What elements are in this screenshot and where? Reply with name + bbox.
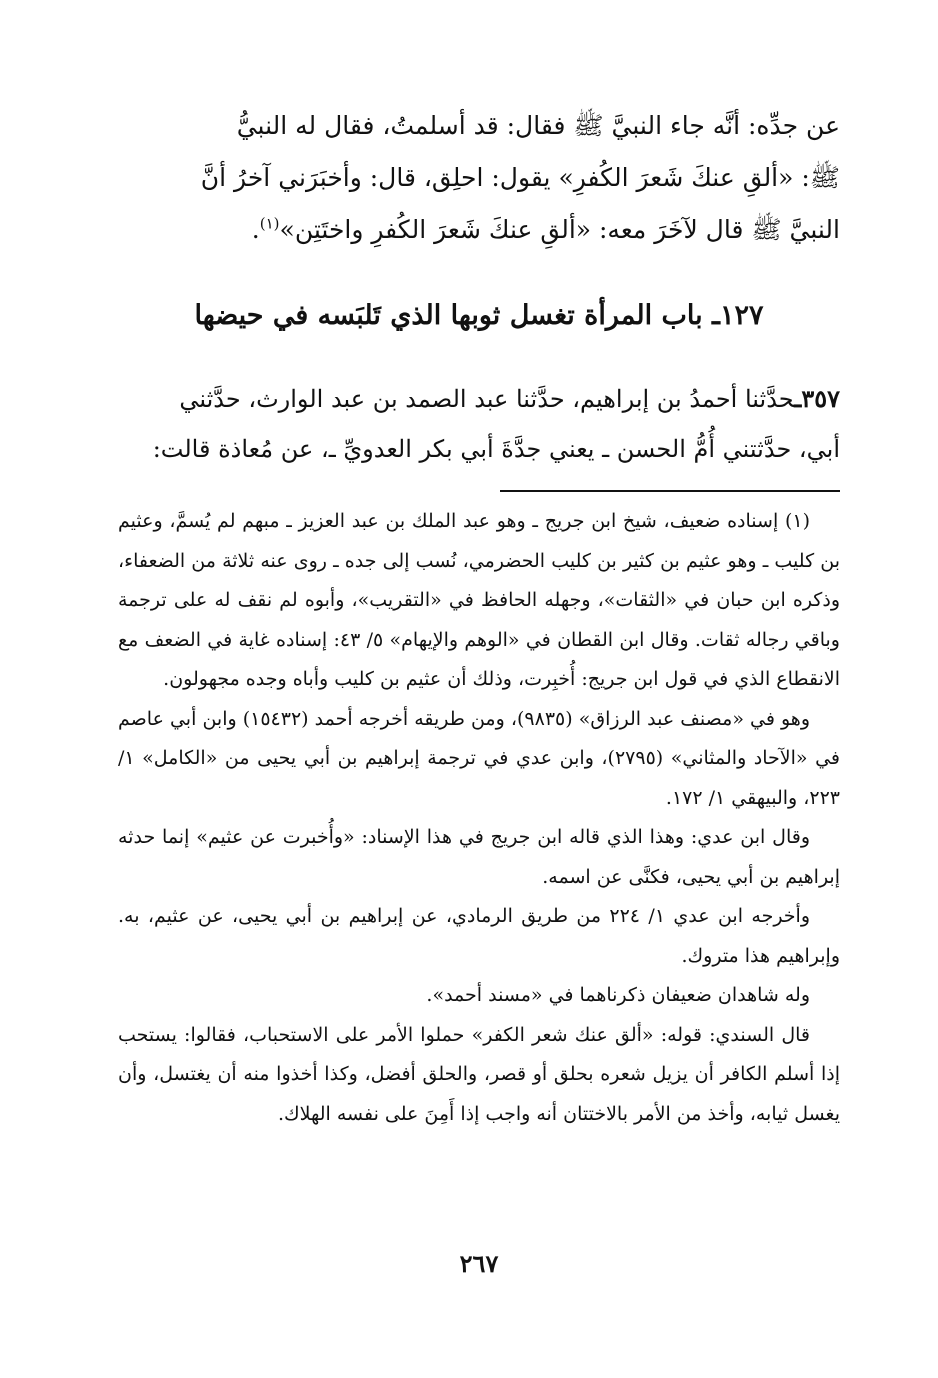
end-mark: . (251, 215, 260, 244)
footnote-divider (500, 490, 840, 492)
book-page (118, 100, 840, 1320)
footnote-paragraph: (١) إسناده ضعيف، شيخ ابن جريج ـ وهو عبد الملك بن عبد العزيز ـ مبهم لم يُسمَّ، وعثيم بن كليب ـ وهو عثيم بن كثير بن كليب الحضرمي، نُسب إلى جده ـ روى عنه ثلاثة من الضعفاء، وذكره ابن حبان في «الثقات»، وجهله الحافظ في «التقريب»، وأبوه لم نقف له على ترجمة وباقي رجاله ثقات. وقال ابن القطان في «الوهم والإيهام» ٥/ ٤٣: إسناده غاية في الضعف مع الانقطاع الذي في قول ابن جريج: أُخبِرت، وذلك أن عثيم بن كليب وأباه وجده مجهولون. (118, 510, 840, 690)
hadith-text (118, 374, 840, 474)
main-text-line: عن جدِّه: أنَّه جاء النبيَّ ﷺ فقال: قد أسلمتُ، فقال له النبيُّ (236, 111, 840, 140)
main-text-line-content: النبيَّ ﷺ قال لآخَرَ معه: «ألقِ عنكَ شَعرَ الكُفرِ واختَتِن» (279, 215, 840, 244)
footnotes (118, 502, 840, 1134)
chapter-title: ١٢٧ـ باب المرأة تغسل ثوبها الذي تَلبَسه في حيضها (194, 300, 764, 331)
page-number: ٢٦٧ (459, 1249, 499, 1278)
footnote-paragraph: وأخرجه ابن عدي ١/ ٢٢٤ من طريق الرمادي، عن إبراهيم بن أبي يحيى، عن عثيم، به. وإبراهيم هذا متروك. (118, 905, 840, 967)
main-text (118, 100, 840, 256)
hadith-line: أبي، حدَّثتني أُمُّ الحسن ـ يعني جدَّةَ أبي بكر العدويِّ ـ، عن مُعاذة قالت: (152, 435, 840, 463)
hadith-line-content: حدَّثنا أحمدُ بن إبراهيم، حدَّثنا عبد الصمد بن عبد الوارث، حدَّثني (179, 385, 795, 413)
footnote-paragraph: وهو في «مصنف عبد الرزاق» (٩٨٣٥)، ومن طريقه أخرجه أحمد (١٥٤٣٢) وابن أبي عاصم في «الآحاد والمثاني» (٢٧٩٥)، وابن عدي في ترجمة إبراهيم بن أبي يحيى من «الكامل» ١/ ٢٢٣، والبيهقي ١/ ١٧٢. (118, 707, 840, 809)
main-text-line: ﷺ: «ألقِ عنكَ شَعرَ الكُفرِ» يقول: احلِق، قال: وأخبَرَني آخرُ أنَّ (200, 163, 840, 192)
footnote-paragraph: قال السندي: قوله: «ألق عنك شعر الكفر» حملوا الأمر على الاستحباب، فقالوا: يستحب إذا أسلم الكافر أن يزيل شعره بحلق أو قصر، والحلق أفضل، وكذا أخذوا منه أن يغتسل، وأن يغسل ثيابه، وأخذ من الأمر بالاختتان أنه واجب إذا أَمِنَ على نفسه الهلاك. (118, 1023, 840, 1125)
main-text-line (118, 204, 840, 256)
hadith-number: ٣٥٧ـ (794, 384, 840, 413)
footnote-paragraph: وله شاهدان ضعيفان ذكرناهما في «مسند أحمد». (426, 984, 810, 1006)
footnote-paragraph: وقال ابن عدي: وهذا الذي قاله ابن جريج في هذا الإسناد: «وأُخبرت عن عثيم» إنما حدثه إبراهيم بن أبي يحيى، فكنَّى عن اسمه. (118, 826, 840, 888)
footnote-marker: (١) (259, 214, 280, 233)
hadith-line (118, 374, 840, 424)
